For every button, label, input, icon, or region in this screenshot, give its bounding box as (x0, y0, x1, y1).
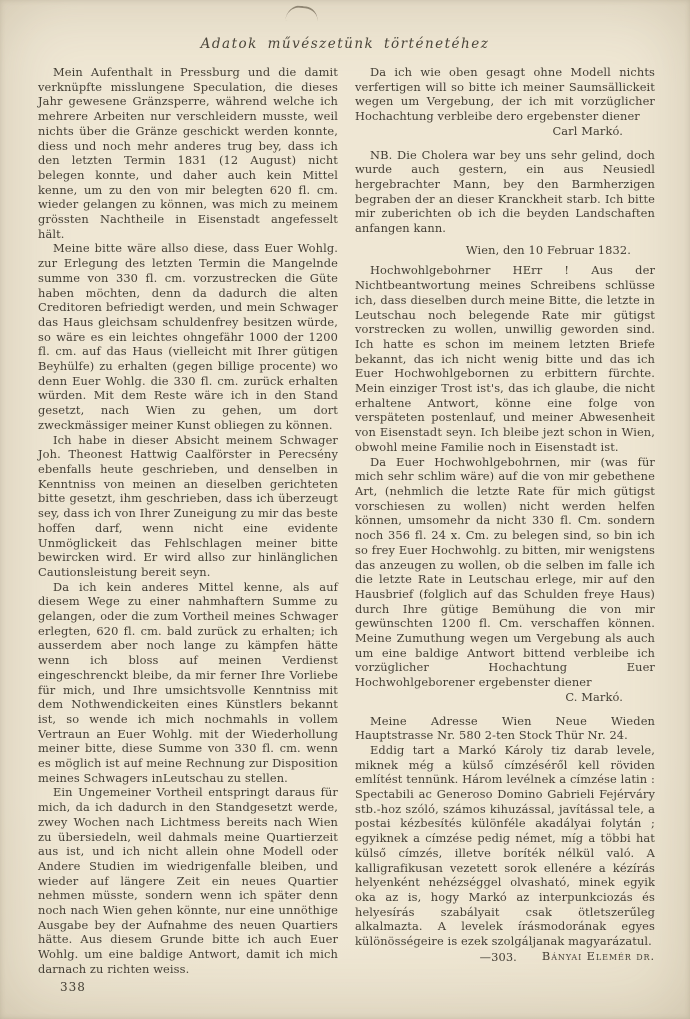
signature: C. Markó. (565, 689, 623, 704)
paragraph: Ich habe in dieser Absicht meinem Schwager Joh. Theonest Hattwig Caalförster in Perecsény ebenfalls heute geschrieben, und denselben in Kenntniss von meinen an dieselben gerichteten bitte gesetzt, ihm geschrieben, dass ich überzeugt sey, dass ich von Ihrer Zuneigung zu mir das beste hoffen darf, wenn nicht eine evidente Unmöglickeit das Fehlschlagen meiner bitte bewircken wird. Er wird allso zur hinlänglichen Cautionsleistung bereit seyn. (38, 432, 338, 579)
two-column-body (38, 65, 657, 994)
paragraph: Da ich wie oben gesagt ohne Modell nichts verfertigen will so bitte ich meiner Saumsällickeit wegen um Vergebung, der ich mit vorzüglicher Hochachtung verbleibe dero ergebenster diener (355, 65, 655, 124)
paragraph: Da Euer Hochwohlgebohrnen, mir (was für mich sehr schlim wäre) auf die von mir gebethene Art, (nehmlich die letzte Rate für mich gütigst vorschiesen zu wollen) nicht werden helfen können, umsomehr da nicht 330 fl. Cm. sondern noch 356 fl. 24 x. Cm. zu belegen sind, so bin ich so frey Euer Hochwohlg. zu bitten, mir wenigstens das anzeugen zu wollen, ob die selben im falle ich die letzte Rate in Leutschau erlege, mir auf den Hausbrief (folglich auf das Schulden freye Haus) durch Ihre gütige Bemühung die von mir gewünschten 1200 fl. Cm. verschaffen können. Meine Zumuthung wegen um Vergebung als auch um eine baldige Antwort bittend verbleibe ich vorzüglicher Hochachtung Euer Hochwohlgeborener ergebenster diener (355, 454, 655, 690)
dateline: Wien, den 10 Februar 1832. (465, 242, 631, 257)
closing-text: Eddig tart a Markó Károly tiz darab levele, miknek még a külső címzéséről kell röviden említést tennünk. Három levélnek a címzése latin : Spectabili ac Generoso Domino Gabrieli Fejérváry stb.-hoz szóló, számos kihuzással, javítással tele, a postai kézbesítés különféle akadályai folytán ; egyiknek a címzése pedig német, míg a többi hat külső címzés, illetve boríték nélkül való. A kalligrafikusan vezetett sorok ellenére a kézírás helyenként nehézséggel olvasható, minek egyik oka az is, hogy Markó az interpunkciozás és helyesírás szabályait csak ötletszerűleg alkalmazta. A levelek írásmodorának egyes különösségeire is ezek szolgáljanak magyarázatul. (355, 742, 655, 949)
paragraph: NB. Die Cholera war bey uns sehr gelind, doch wurde auch gestern, ein aus Neusiedl hergebrachter Mann, bey den Barmherzigen begraben der an dieser Kranckheit starb. Ich bitte mir zuberichten ob ich die beyden Landschaften anfangen kann. (355, 147, 655, 236)
address-paragraph: Meine Adresse Wien Neue Wieden Hauptstrasse Nr. 580 2-ten Stock Thür Nr. 24. (355, 713, 655, 743)
page-number: 338 (60, 979, 86, 994)
paragraph: Hochwohlgebohrner HErr ! Aus der Nichtbeantwortung meines Schreibens schlüsse ich, dass dieselben durch meine Bitte, die letzte in Leutschau noch belegende Rate mir gütigst vorstrecken zu wollen, unwillig geworden sind. Ich hatte es schon im meinem letzten Briefe bekannt, das ich nicht wenig bitte und das ich Euer Hochwohlgebornen zu erbittern fürchte. Mein einziger Trost ist's, das ich glaube, die nicht erhaltene Antwort, könne eine folge von verspäteten postenlauf, und meiner Abwesenheit von Eisenstadt seyn. Ich bleibe jezt schon in Wien, obwohl meine Familie noch in Eisenstadt ist. (355, 263, 655, 454)
paragraph: Meine bitte wäre allso diese, dass Euer Wohlg. zur Erlegung des letzten Termin die Mangelnde summe von 330 fl. cm. vorzustrecken die Güte haben möchten, denn da dadurch die alten Creditoren befriedigt werden, und mein Schwager das Haus gleichsam schuldenfrey besitzen würde, so wäre es ein leichtes ohngefähr 1000 der 1200 fl. cm. auf das Haus (vielleicht mit Ihrer gütigen Beyhülfe) zu erhalten (gegen billige procente) wo denn Euer Wohlg. die 330 fl. cm. zurück erhalten würden. Mit dem Reste wäre ich in den Stand gesetzt, nach Wien zu gehen, um dort zweckmässiger meiner Kunst obliegen zu können. (38, 241, 338, 432)
running-header: Adatok művészetünk történetéhez (200, 36, 490, 52)
paragraph: Mein Aufenthalt in Pressburg und die damit verknüpfte misslungene Speculation, die dieses Jahr gewesene Gränzsperre, während welche ich mehrere Arbeiten nur verschleidern musste, weil nichts über die Gränze geschickt werden konnte, diess und noch mehr anderes trug bey, dass ich den letzten Termin 1831 (12 August) nicht belegen konnte, und daher auch kein Mittel kenne, um zu den von mir belegten 620 fl. cm. wieder gelangen zu können, was mich zu meinem grössten Nachtheile in Eisenstadt angefesselt hält. (38, 65, 338, 241)
scan-artifact-mark (285, 4, 318, 23)
article-ref-number: —303. (479, 949, 517, 964)
paragraph: Da ich kein anderes Mittel kenne, als auf diesem Wege zu einer nahmhaftern Summe zu gelangen, oder die zum Vortheil meines Schwager erlegten, 620 fl. cm. bald zurück zu erhalten; ich ausserdem aber noch lange zu kämpfen hätte wenn ich bloss auf meinen Verdienst eingeschrenckt bleibe, da mir ferner Ihre Vorliebe für mich, und Ihre umsichtsvolle Kenntniss mit dem Nothwendickeiten eines Künstlers bekannt ist, so wende ich mich nochmahls in vollem Vertraun an Euer Wohlg. mit der Wiederhollung meiner bitte, diese Summe von 330 fl. cm. wenn es möglich ist auf meine Rechnung zur Disposition meines Schwagers inLeutschau zu stellen. (38, 579, 338, 785)
author-name: Bányai Elemér dr. (541, 948, 655, 963)
right-column (355, 65, 655, 994)
paragraph: Ein Ungemeiner Vortheil entspringt daraus für mich, da ich dadurch in den Standgesetzt werde, zwey Wochen nach Lichtmess bereits nach Wien zu übersiedeln, weil dahmals meine Quartierzeit aus ist, und ich nicht allein ohne Modell oder Andere Studien im wiedrigenfalle bleiben, und wieder auf längere Zeit ein neues Quartier nehmen müsste, sondern wenn ich später denn noch nach Wien gehen könnte, nur eine unnöthige Ausgabe bey der Aufnahme des neuen Quartiers hätte. Aus diesem Grunde bitte ich auch Euer Wohlg. um eine baldige Antwort, damit ich mich darnach zu richten weiss. (38, 785, 338, 976)
signature: Carl Markó. (552, 123, 623, 138)
left-column (38, 65, 338, 994)
